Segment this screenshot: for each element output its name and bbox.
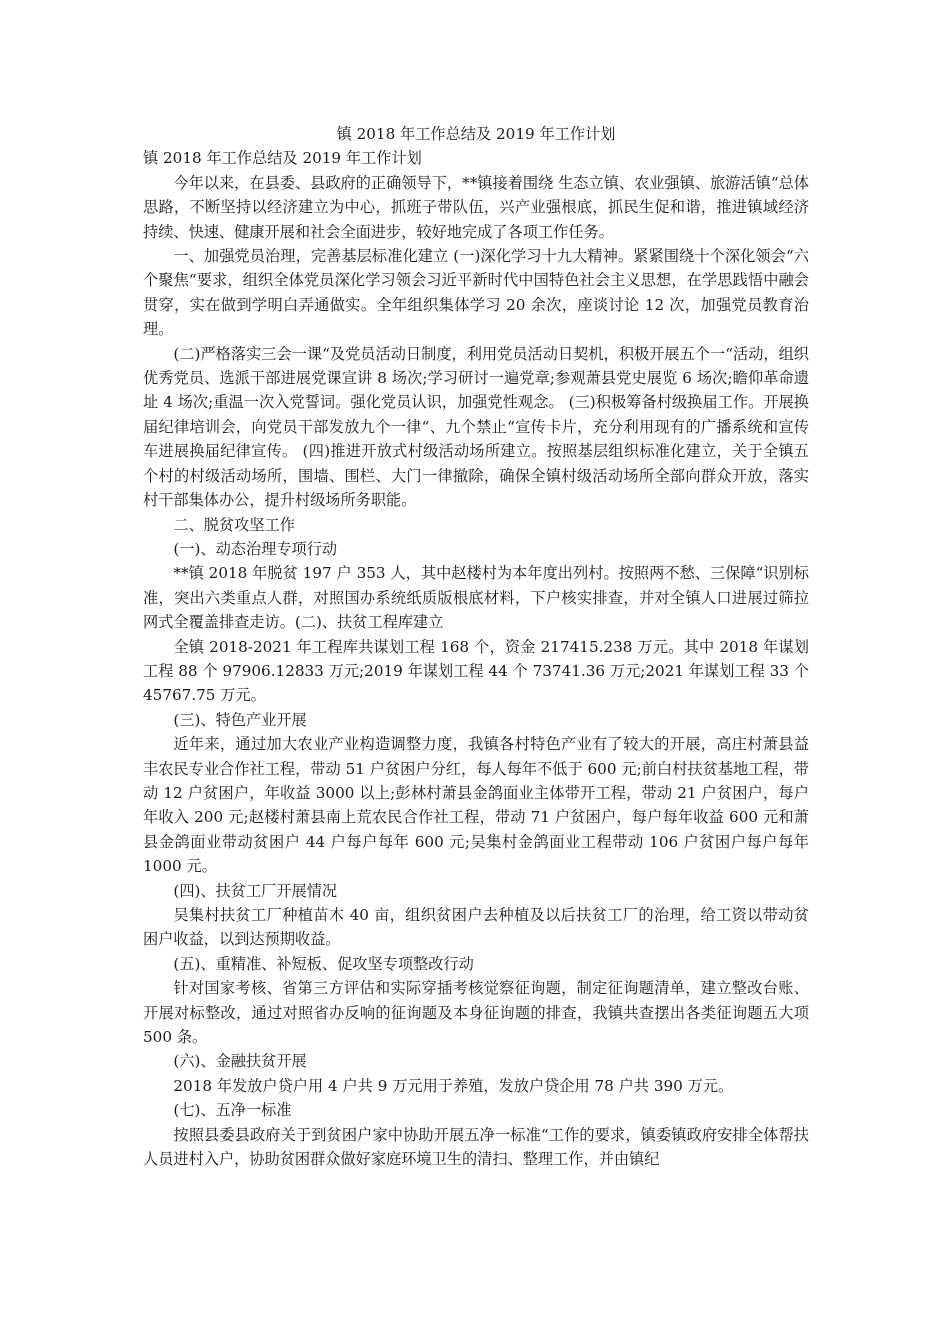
paragraph-three-meetings: (二)严格落实三会一课“及党员活动日制度，利用党员活动日契机，积极开展五个一“活动，组织优秀党员、选派干部进展党课宣讲 8 场次;学习研讨一遍党章;参观萧县党史展览 6 场次;瞻仰革命遗址 4 场次;重温一次入党誓词。强化党员认识，加强党性观念。 (三)积极筹备村级换届工作。开展换届纪律培训会，向党员干部发放九个一律“、九个禁止“宣传卡片，充分利用现有的广播系统和宣传车进展换届纪律宣传。 (四)推进开放式村级活动场所建立。按照基层组织标准化建立，关于全镇五个村的村级活动场所，围墙、围栏、大门一律撤除，确保全镇村级活动场所全部向群众开放，落实村干部集体办公，提升村级场所务职能。 [143, 344, 809, 510]
paragraph-five-clean: 按照县委县政府关于到贫困户家中协助开展五净一标准“工作的要求，镇委镇政府安排全体帮扶人员进村入户，协助贫困群众做好家庭环境卫生的清扫、整理工作，并由镇纪 [143, 1125, 809, 1169]
paragraph-project-library: 全镇 2018-2021 年工程库共谋划工程 168 个，资金 217415.238 万元。其中 2018 年谋划工程 88 个 97906.12833 万元;2019 年谋划工程 44 个 73741.36 万元;2021 年谋划工程 33 个 45767.75 万元。 [143, 637, 809, 705]
heading-characteristic-industry: (三)、特色产业开展 [173, 710, 307, 729]
heading-poverty-factory: (四)、扶贫工厂开展情况 [173, 881, 338, 900]
document-title: 镇 2018 年工作总结及 2019 年工作计划 [336, 125, 616, 143]
paragraph-party-management: 一、加强党员治理，完善基层标准化建立 (一)深化学习十九大精神。紧紧围绕十个深化领会“六个聚焦“要求，组织全体党员深化学习领会习近平新时代中国特色社会主义思想，在学思践悟中融会贯穿，实在做到学明白弄通做实。全年组织集体学习 20 余次，座谈讨论 12 次，加强党员教育治理。 [143, 247, 809, 339]
paragraph-rectification: 针对国家考核、省第三方评估和实际穿插考核觉察征询题，制定征询题清单，建立整改台账、开展对标整改，通过对照省办反响的征询题及本身征询题的排查，我镇共查摆出各类征询题五大项 500 条。 [143, 979, 809, 1047]
paragraph-characteristic-industry: 近年来，通过加大农业产业构造调整力度，我镇各村特色产业有了较大的开展，高庄村萧县益丰农民专业合作社工程，带动 51 户贫困户分红，每人每年不低于 600 元;前白村扶贫基地工程，带动 12 户贫困户，年收益 3000 以上;彭林村萧县金鸽面业主体带开工程，带动 21 户贫困户，每户年收入 200 元;赵楼村萧县南上荒农民合作社工程，带动 71 户贫困户，每户每年收益 600 元和萧县金鸽面业带动贫困户 44 户每户每年 600 元;吴集村金鸽面业工程带动 106 户贫困户每户每年 1000 元。 [143, 735, 809, 876]
document-subtitle: 镇 2018 年工作总结及 2019 年工作计划 [143, 149, 422, 168]
paragraph-poverty-factory: 吴集村扶贫工厂种植苗木 40 亩，组织贫困户去种植及以后扶贫工厂的治理，给工资以带动贫困户收益，以到达预期收益。 [143, 906, 809, 949]
paragraph-intro: 今年以来，在县委、县政府的正确领导下，**镇接着围绕 生态立镇、农业强镇、旅游活镇“总体思路，不断坚持以经济建立为中心，抓班子带队伍，兴产业强根底，抓民生促和谐，推进镇域经济持续、快速、健康开展和社会全面进步，较好地完成了各项工作任务。 [143, 173, 809, 241]
paragraph-financial-aid: 2018 年发放户贷户用 4 户共 9 万元用于养殖，发放户贷企用 78 户共 390 万元。 [173, 1076, 734, 1095]
heading-five-clean: (七)、五净一标准 [173, 1101, 292, 1120]
heading-rectification: (五)、重精准、补短板、促攻坚专项整改行动 [173, 954, 474, 973]
heading-financial-aid: (六)、金融扶贫开展 [173, 1052, 307, 1071]
document-page [143, 122, 809, 1171]
paragraph-dynamic-management: **镇 2018 年脱贫 197 户 353 人，其中赵楼村为本年度出列村。按照两不愁、三保障“识别标准，突出六类重点人群，对照国办系统纸质版根底材料，下户核实排查，并对全镇人口进展过筛拉网式全覆盖排查走访。(二)、扶贫工程库建立 [143, 564, 809, 632]
heading-dynamic-management: (一)、动态治理专项行动 [173, 539, 338, 558]
heading-poverty-alleviation: 二、脱贫攻坚工作 [173, 515, 295, 534]
